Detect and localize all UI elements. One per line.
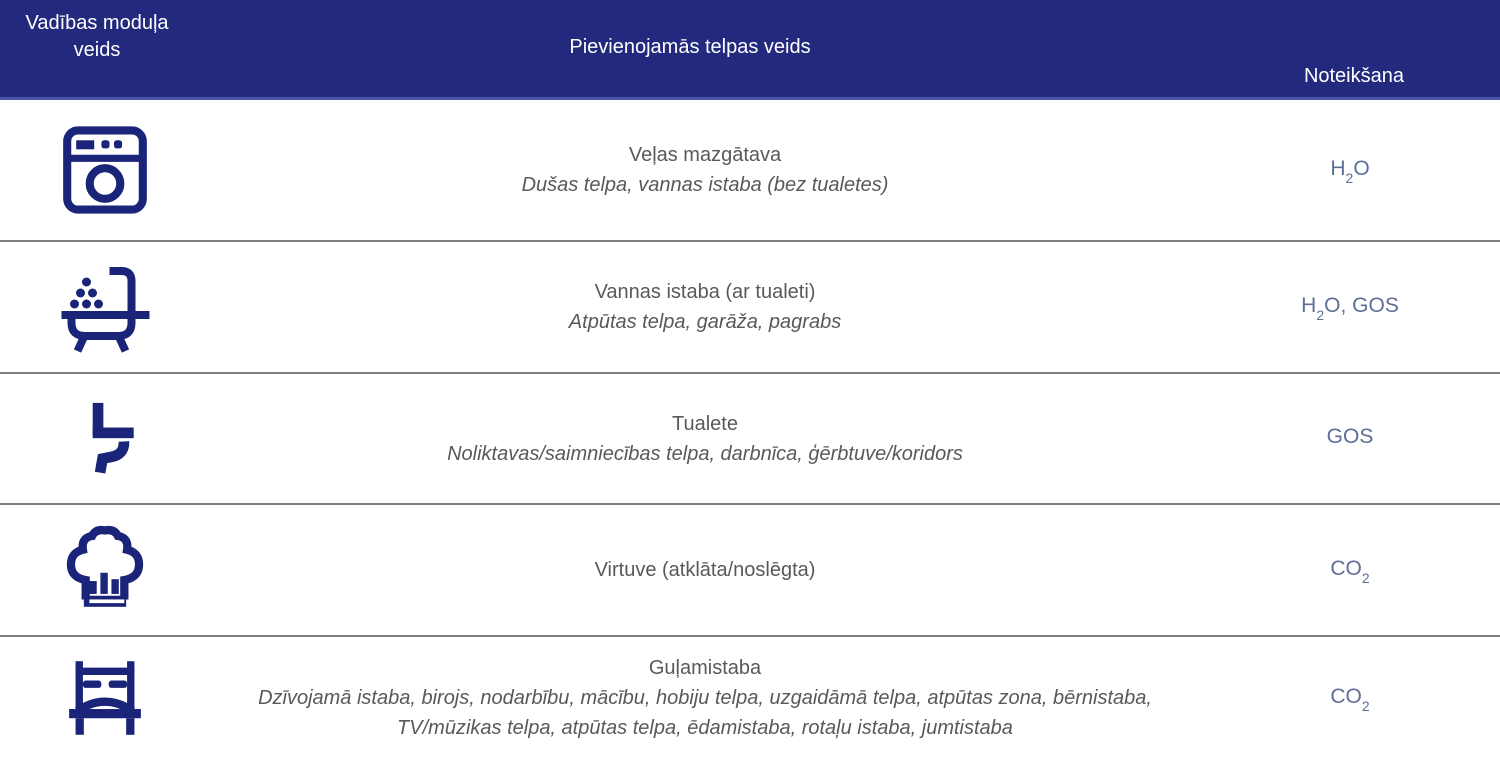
row-subtitle-line2: TV/mūzikas telpa, atpūtas telpa, ēdamistaba, rotaļu istaba, jumtistaba xyxy=(397,717,1013,739)
washing-machine-icon xyxy=(60,125,150,215)
table-row xyxy=(0,374,1500,505)
header-module-type: Vadības moduļa veids xyxy=(25,12,169,61)
detection-formula xyxy=(1200,556,1500,586)
detection-formula xyxy=(1200,684,1500,714)
formula-subscript: 2 xyxy=(1361,697,1370,714)
formula-text: CO xyxy=(1330,556,1362,580)
detection-formula xyxy=(1200,156,1500,186)
row-text xyxy=(210,653,1200,743)
row-text xyxy=(210,277,1200,337)
formula-text: CO xyxy=(1330,684,1362,708)
header-detection: Noteikšana xyxy=(1303,65,1404,87)
icon-cell xyxy=(0,257,210,357)
row-subtitle-line1: Dzīvojamā istaba, birojs, nodarbību, mācību, hobiju telpa, uzgaidāmā telpa, atpūtas zona, bērnistaba, xyxy=(258,687,1152,709)
row-subtitle: Noliktavas/saimniecības telpa, darbnīca, ģērbtuve/koridors xyxy=(447,442,963,465)
formula-text: H xyxy=(1301,293,1317,317)
row-title: Veļas mazgātava xyxy=(628,144,782,166)
formula-subscript: 2 xyxy=(1361,569,1370,586)
icon-cell xyxy=(0,524,210,616)
table-header xyxy=(0,0,1500,100)
chef-hat-icon xyxy=(59,524,151,616)
formula-subscript: 2 xyxy=(1345,169,1354,186)
row-title: Virtuve (atklāta/noslēgta) xyxy=(594,559,816,581)
row-text xyxy=(210,555,1200,585)
row-title: Guļamistaba xyxy=(648,657,762,679)
formula-text-post: O, GOS xyxy=(1324,293,1399,317)
toilet-icon xyxy=(76,398,134,480)
header-room-type: Pievienojamās telpas veids xyxy=(569,36,811,58)
icon-cell xyxy=(0,398,210,480)
row-text xyxy=(210,140,1200,200)
formula-text: H xyxy=(1330,156,1346,180)
bathtub-shower-icon xyxy=(53,257,158,357)
formula-subscript: 2 xyxy=(1316,306,1325,323)
detection-formula xyxy=(1200,425,1500,451)
icon-cell xyxy=(0,125,210,215)
table-row xyxy=(0,505,1500,637)
bed-icon xyxy=(56,652,154,744)
row-title: Tualete xyxy=(672,412,738,435)
detection-formula xyxy=(1200,293,1500,323)
formula-text: GOS xyxy=(1326,425,1374,449)
formula-text-post: O xyxy=(1353,156,1370,180)
icon-cell xyxy=(0,652,210,744)
row-subtitle: Dušas telpa, vannas istaba (bez tualetes) xyxy=(521,174,889,196)
row-title: Vannas istaba (ar tualeti) xyxy=(594,281,816,303)
table-row xyxy=(0,100,1500,242)
row-subtitle: Atpūtas telpa, garāža, pagrabs xyxy=(568,311,842,333)
table-row xyxy=(0,242,1500,374)
row-text xyxy=(210,409,1200,469)
table-row xyxy=(0,637,1500,759)
